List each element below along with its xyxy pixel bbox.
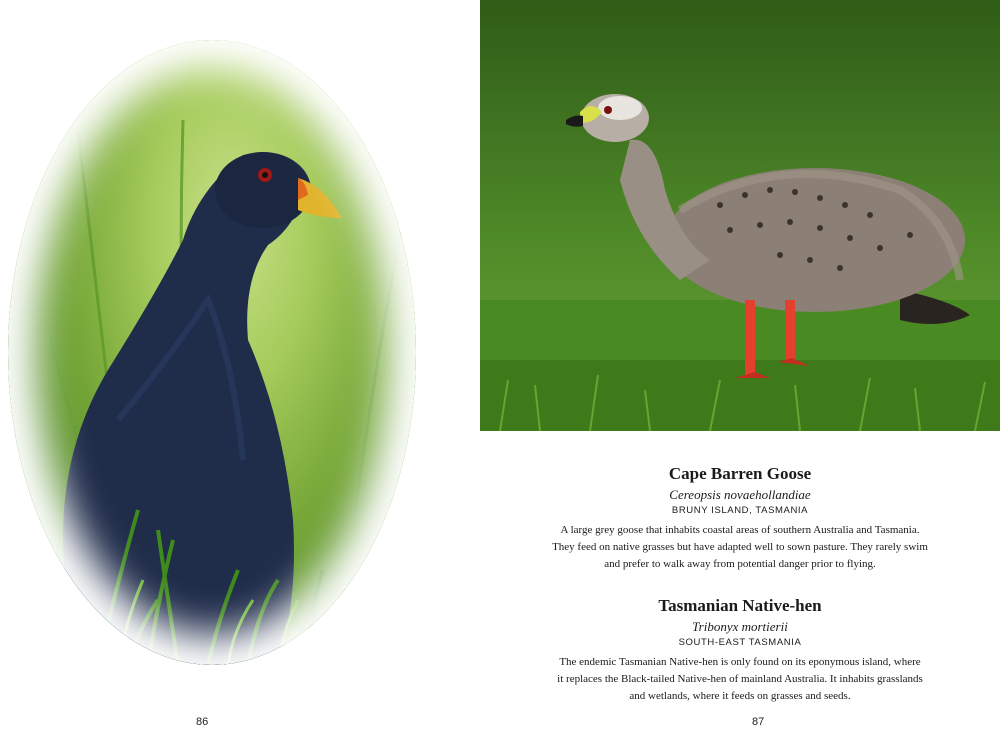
page-number-right: 87 bbox=[752, 716, 765, 728]
native-hen-illustration bbox=[8, 40, 416, 665]
entry-cape-barren-goose bbox=[480, 462, 1000, 573]
description-line: it replaces the Black-tailed Native-hen of mainland Australia. It inhabits grasslands bbox=[557, 673, 923, 685]
species-description bbox=[540, 522, 940, 573]
goose-leg-left bbox=[745, 300, 755, 378]
left-page bbox=[0, 0, 480, 735]
description-line: and wetlands, where it feeds on grasses and seeds. bbox=[629, 690, 851, 702]
location: SOUTH-EAST TASMANIA bbox=[678, 637, 802, 648]
scientific-name: Cereopsis novaehollandiae bbox=[669, 487, 811, 502]
goose-body bbox=[665, 168, 965, 312]
entry-tasmanian-native-hen bbox=[480, 594, 1000, 705]
description-line: The endemic Tasmanian Native-hen is only found on its eponymous island, where bbox=[559, 656, 921, 668]
location: BRUNY ISLAND, TASMANIA bbox=[671, 505, 809, 516]
page-number-left: 86 bbox=[196, 716, 209, 728]
scientific-name: Tribonyx mortierii bbox=[692, 619, 788, 634]
goose-leg-right bbox=[785, 300, 795, 362]
native-hen-beak bbox=[298, 178, 342, 218]
species-description bbox=[540, 654, 940, 705]
species-name: Tasmanian Native-hen bbox=[658, 596, 822, 615]
description-line: They feed on native grasses but have adapted well to sown pasture. They rarely swim bbox=[552, 541, 928, 553]
goose-illustration bbox=[480, 0, 1000, 431]
description-line: and prefer to walk away from potential danger prior to flying. bbox=[604, 558, 876, 570]
right-page bbox=[480, 0, 1000, 735]
species-name: Cape Barren Goose bbox=[668, 464, 812, 483]
description-line: A large grey goose that inhabits coastal areas of southern Australia and Tasmania. bbox=[560, 524, 920, 536]
cape-barren-goose-photo bbox=[480, 0, 1000, 431]
native-hen-photo bbox=[8, 40, 416, 665]
